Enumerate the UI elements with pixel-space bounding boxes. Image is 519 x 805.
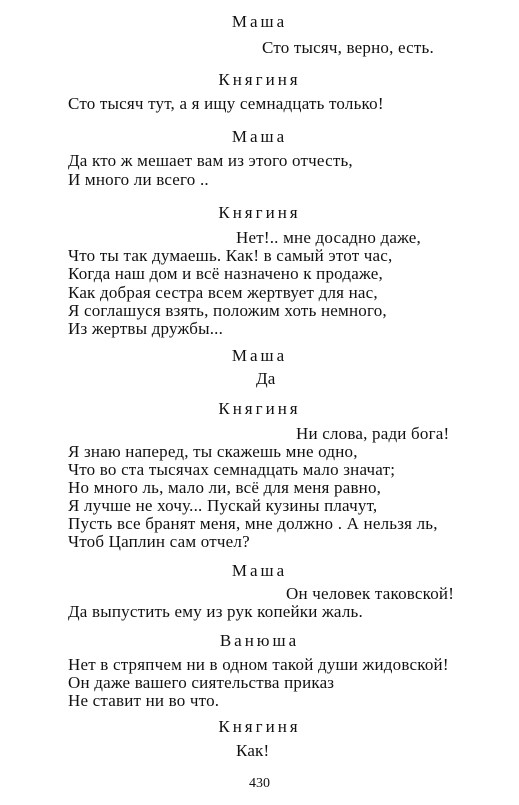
verse-line: Я знаю наперед, ты скажешь мне одно, [68, 442, 358, 461]
verse-line: Нет!.. мне досадно даже, [236, 228, 421, 247]
verse-line: Да [256, 369, 276, 388]
verse-line: Сто тысяч тут, а я ищу семнадцать только! [68, 94, 384, 113]
speaker-name: Ванюша [219, 631, 300, 650]
verse-line: Я лучше не хочу... Пускай кузины плачут, [68, 496, 378, 515]
speaker-name: Маша [231, 346, 288, 365]
verse-line: Да выпустить ему из рук копейки жаль. [68, 602, 363, 621]
verse-line: Как! [236, 741, 270, 760]
verse-line: Но много ль, мало ли, всё для меня равно, [68, 478, 382, 497]
speaker-name: Маша [231, 127, 288, 146]
verse-line: Что ты так думаешь. Как! в самый этот час, [68, 246, 393, 265]
speaker-name: Княгиня [218, 70, 301, 89]
verse-line: Как добрая сестра всем жертвует для нас, [68, 283, 378, 302]
verse-line: Из жертвы дружбы... [68, 319, 224, 338]
verse-line: Что во ста тысячах семнадцать мало значат; [68, 460, 396, 479]
verse-line: Он даже вашего сиятельства приказ [68, 673, 335, 692]
speaker-name: Княгиня [218, 203, 301, 222]
verse-line: Ни слова, ради бога! [296, 424, 450, 443]
page-number: 430 [249, 776, 270, 791]
verse-line: Когда наш дом и всё назначено к продаже, [68, 264, 383, 283]
verse-line: И много ли всего .. [68, 170, 209, 189]
verse-line: Да кто ж мешает вам из этого отчесть, [68, 151, 353, 170]
speaker-name: Княгиня [218, 399, 301, 418]
speaker-name: Маша [231, 561, 288, 580]
speaker-name: Княгиня [218, 717, 301, 736]
verse-line: Я соглашуся взять, положим хоть немного, [68, 301, 387, 320]
verse-line: Сто тысяч, верно, есть. [262, 38, 434, 57]
verse-line: Чтоб Цаплин сам отчел? [68, 532, 250, 551]
verse-line: Нет в стряпчем ни в одном такой души жидовской! [68, 655, 449, 674]
verse-line: Он человек таковской! [286, 584, 455, 603]
verse-line: Пусть все бранят меня, мне должно . А нельзя ль, [68, 514, 438, 533]
speaker-name: Маша [231, 12, 288, 31]
verse-line: Не ставит ни во что. [68, 691, 220, 710]
